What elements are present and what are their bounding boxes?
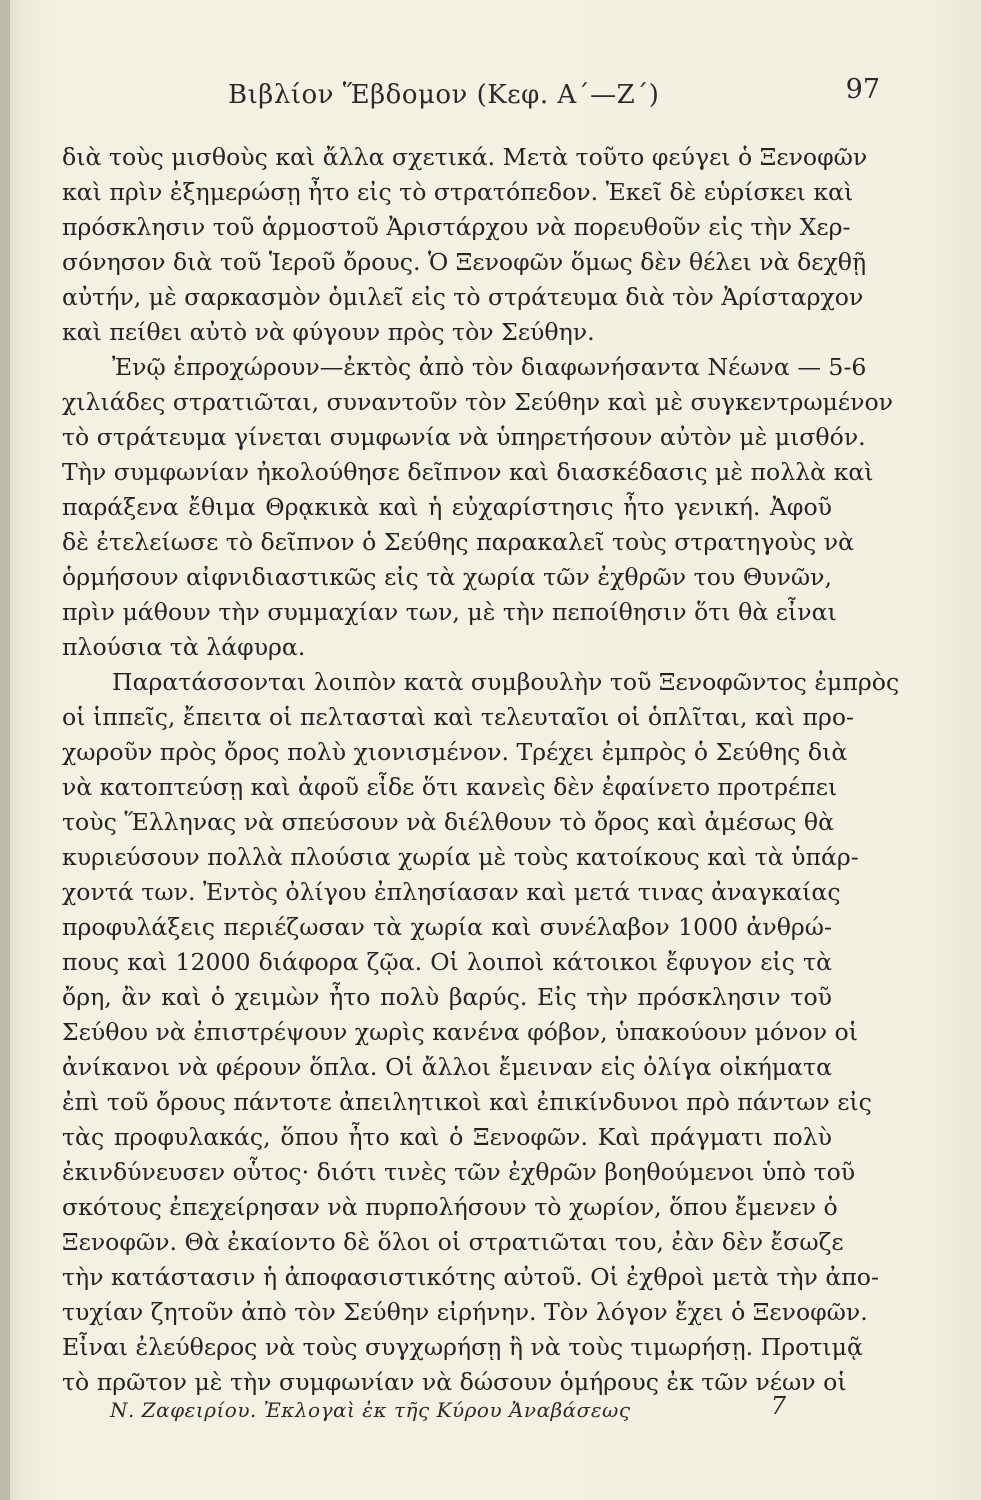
- text-line: προφυλάξεις περιέζωσαν τὰ χωρία καὶ συνέλαβον 1000 ἀνθρώ-: [62, 913, 832, 941]
- signature-mark: 7: [770, 1392, 786, 1420]
- text-line: τὸ στράτευμα γίνεται συμφωνία νὰ ὑπηρετήσουν αὐτὸν μὲ μισθόν.: [62, 423, 866, 451]
- text-line: Σεύθου νὰ ἐπιστρέψουν χωρὶς κανένα φόβον, ὑπακούουν μόνον οἱ: [62, 1018, 858, 1046]
- text-line: δὲ ἐτελείωσε τὸ δεῖπνον ὁ Σεύθης παρακαλεῖ τοὺς στρατηγοὺς νὰ: [62, 528, 855, 556]
- text-line: διὰ τοὺς μισθοὺς καὶ ἄλλα σχετικά. Μετὰ τοῦτο φεύγει ὁ Ξενοφῶν: [62, 143, 868, 171]
- text-line: καὶ πείθει αὐτὸ νὰ φύγουν πρὸς τὸν Σεύθην.: [62, 318, 595, 346]
- text-line: τὴν κατάστασιν ἡ ἀποφασιστικότης αὐτοῦ. Οἱ ἐχθροὶ μετὰ τὴν ἀπο-: [62, 1263, 879, 1291]
- page-gutter: [0, 0, 10, 1500]
- paragraph: [62, 140, 868, 350]
- text-line: ὄρη, ἂν καὶ ὁ χειμὼν ἦτο πολὺ βαρύς. Εἰς τὴν πρόσκλησιν τοῦ: [62, 983, 832, 1011]
- text-line: σκότους ἐπεχείρησαν νὰ πυρπολήσουν τὸ χωρίον, ὅπου ἔμενεν ὁ: [62, 1193, 838, 1221]
- body-text: [62, 140, 900, 1400]
- text-line: κυριεύσουν πολλὰ πλούσια χωρία μὲ τοὺς κατοίκους καὶ τὰ ὑπάρ-: [62, 843, 859, 871]
- text-line: σόνησον διὰ τοῦ Ἱεροῦ ὄρους. Ὁ Ξενοφῶν ὅμως δὲν θέλει νὰ δεχθῇ: [62, 248, 867, 276]
- text-line: πρόσκλησιν τοῦ ἁρμοστοῦ Ἀριστάρχου νὰ πορευθοῦν εἰς τὴν Χερ-: [62, 213, 851, 241]
- text-line: τυχίαν ζητοῦν ἀπὸ τὸν Σεύθην εἰρήνην. Τὸν λόγον ἔχει ὁ Ξενοφῶν.: [62, 1298, 868, 1326]
- page-footer: [60, 1390, 830, 1430]
- text-line: αὐτήν, μὲ σαρκασμὸν ὁμιλεῖ εἰς τὸ στράτευμα διὰ τὸν Ἀρίσταρχον: [62, 283, 864, 311]
- text-line: πλούσια τὰ λάφυρα.: [62, 633, 306, 661]
- text-line: τὸ πρῶτον μὲ τὴν συμφωνίαν νὰ δώσουν ὁμήρους ἐκ τῶν νέων οἱ: [62, 1368, 847, 1396]
- text-line: νὰ κατοπτεύσῃ καὶ ἀφοῦ εἶδε ὅτι κανεὶς δὲν ἐφαίνετο προτρέπει: [62, 773, 838, 801]
- text-line: οἱ ἱππεῖς, ἔπειτα οἱ πελτασταὶ καὶ τελευταῖοι οἱ ὁπλῖται, καὶ προ-: [62, 703, 855, 731]
- page-number: 97: [845, 74, 880, 105]
- footer-citation: Ν. Ζαφειρίου. Ἐκλογαὶ ἐκ τῆς Κύρου Ἀναβάσεως: [110, 1398, 631, 1422]
- text-line: πρὶν μάθουν τὴν συμμαχίαν των, μὲ τὴν πεποίθησιν ὅτι θὰ εἶναι: [62, 598, 837, 626]
- text-line: Εἶναι ἐλεύθερος νὰ τοὺς συγχωρήσῃ ἢ νὰ τοὺς τιμωρήσῃ. Προτιμᾷ: [62, 1333, 863, 1361]
- text-line: ἀνίκανοι νὰ φέρουν ὅπλα. Οἱ ἄλλοι ἔμειναν εἰς ὀλίγα οἰκήματα: [62, 1053, 832, 1081]
- text-line: ἐκινδύνευσεν οὗτος· διότι τινὲς τῶν ἐχθρῶν βοηθούμενοι ὑπὸ τοῦ: [62, 1158, 856, 1186]
- text-line: πους καὶ 12000 διάφορα ζῷα. Οἱ λοιποὶ κάτοικοι ἔφυγον εἰς τὰ: [62, 948, 832, 976]
- text-line: Ξενοφῶν. Θὰ ἐκαίοντο δὲ ὅλοι οἱ στρατιῶται του, ἐὰν δὲν ἔσωζε: [62, 1228, 844, 1256]
- text-line: παράξενα ἔθιμα Θρᾳκικὰ καὶ ἡ εὐχαρίστησις ἦτο γενική. Ἀφοῦ: [62, 493, 832, 521]
- text-line: Παρατάσσονται λοιπὸν κατὰ συμβουλὴν τοῦ Ξενοφῶντος ἐμπρὸς: [112, 668, 900, 696]
- text-line: καὶ πρὶν ἐξημερώσῃ ἦτο εἰς τὸ στρατόπεδον. Ἐκεῖ δὲ εὑρίσκει καὶ: [62, 178, 854, 206]
- text-line: χιλιάδες στρατιῶται, συναντοῦν τὸν Σεύθην καὶ μὲ συγκεντρωμένον: [62, 388, 893, 416]
- text-line: τοὺς Ἕλληνας νὰ σπεύσουν νὰ διέλθουν τὸ ὄρος καὶ ἀμέσως θὰ: [62, 808, 835, 836]
- running-title: Βιβλίον Ἕβδομον (Κεφ. Α΄—Ζ΄): [228, 80, 660, 110]
- text-line: ὁρμήσουν αἰφνιδιαστικῶς εἰς τὰ χωρία τῶν ἐχθρῶν του Θυνῶν,: [62, 563, 832, 591]
- text-line: χωροῦν πρὸς ὄρος πολὺ χιονισμένον. Τρέχει ἐμπρὸς ὁ Σεύθης διὰ: [62, 738, 848, 766]
- text-line: τὰς προφυλακάς, ὅπου ἦτο καὶ ὁ Ξενοφῶν. Καὶ πράγματι πολὺ: [62, 1123, 832, 1151]
- paragraph: [62, 350, 893, 665]
- text-line: χοντά των. Ἐντὸς ὀλίγου ἐπλησίασαν καὶ μετά τινας ἀναγκαίας: [62, 878, 841, 906]
- paragraph: [62, 665, 900, 1400]
- text-line: ἐπὶ τοῦ ὄρους πάντοτε ἀπειλητικοὶ καὶ ἐπικίνδυνοι πρὸ πάντων εἰς: [62, 1088, 872, 1116]
- text-line: Τὴν συμφωνίαν ἠκολούθησε δεῖπνον καὶ διασκέδασις μὲ πολλὰ καὶ: [62, 458, 874, 486]
- running-head: [60, 72, 920, 122]
- text-line: Ἐνῷ ἐπροχώρουν—ἐκτὸς ἀπὸ τὸν διαφωνήσαντα Νέωνα — 5-6: [112, 353, 867, 381]
